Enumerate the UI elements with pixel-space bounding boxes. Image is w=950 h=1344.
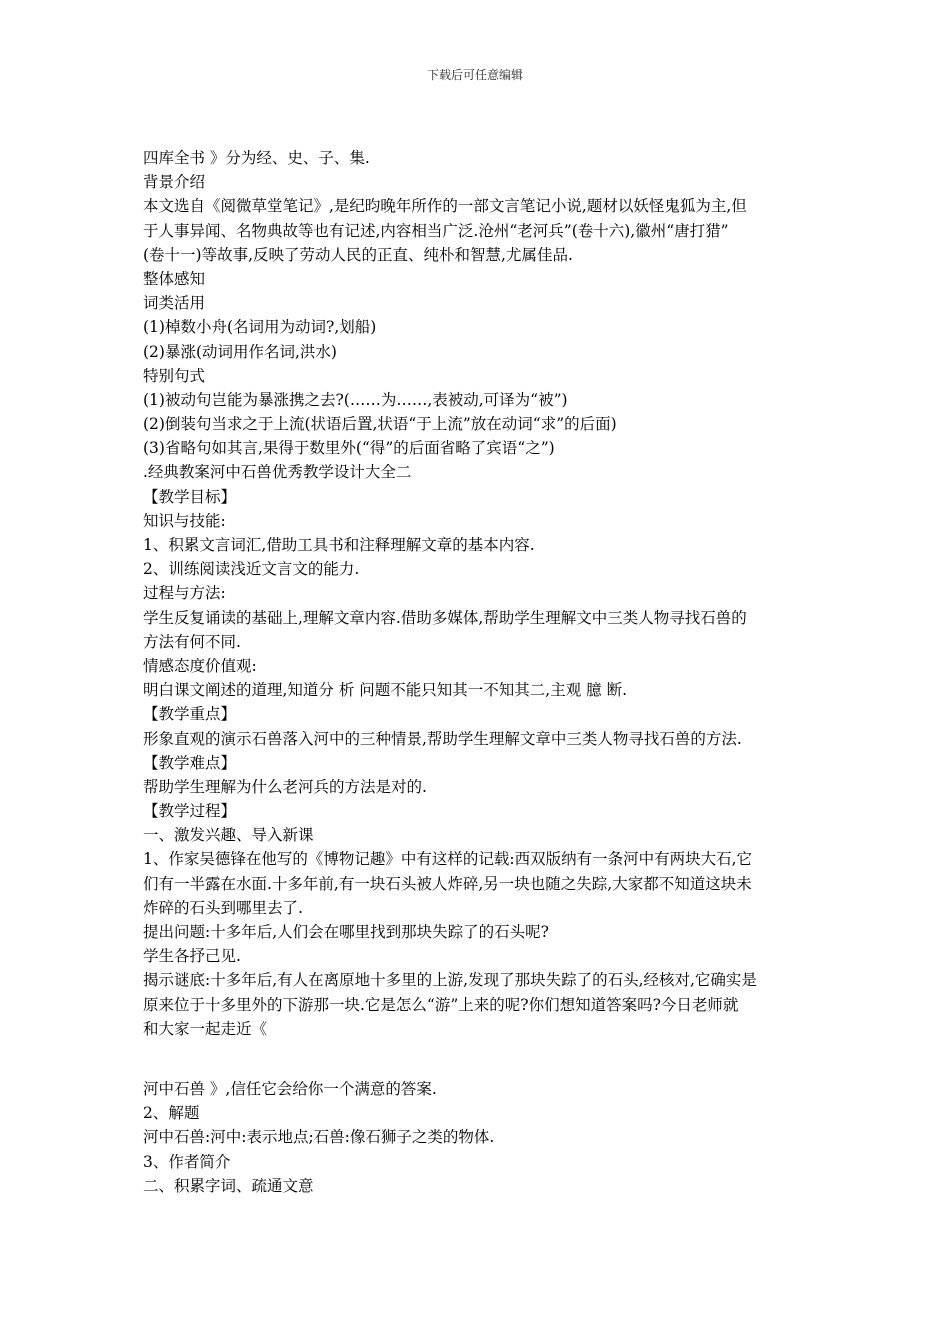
text-line: 明白课文阐述的道理,知道分 析 问题不能只知其一不知其二,主观 臆 断. — [143, 681, 627, 700]
text-line: (1)被动句岂能为暴涨携之去?(……为……,表被动,可译为“被”) — [143, 390, 568, 409]
text-line: 炸碎的石头到哪里去了. — [143, 898, 303, 917]
text-line: 和大家一起走近《 — [143, 1019, 268, 1038]
section-heading: 【教学重点】 — [143, 705, 237, 724]
text-line: 2、训练阅读浅近文言文的能力. — [143, 560, 360, 579]
section-heading: 【教学目标】 — [143, 487, 237, 506]
text-line: 们有一半露在水面.十多年前,有一块石头被人炸碎,另一块也随之失踪,大家都不知道这块未 — [143, 874, 752, 893]
text-line: 情感态度价值观: — [143, 656, 257, 675]
text-line: 二、积累字词、疏通文意 — [143, 1176, 314, 1195]
text-line: 形象直观的演示石兽落入河中的三种情景,帮助学生理解文章中三类人物寻找石兽的方法. — [143, 729, 742, 748]
text-line: (2)倒装句当求之于上流(状语后置,状语“于上流”放在动词“求”的后面) — [143, 415, 617, 434]
text-line: 河中石兽 》,信任它会给你一个满意的答案. — [143, 1079, 437, 1098]
section-heading: .经典教案河中石兽优秀教学设计大全二 — [143, 463, 412, 482]
section-heading: 整体感知 — [143, 269, 206, 288]
text-line: 学生各抒己见. — [143, 947, 241, 966]
text-line: 3、作者简介 — [143, 1152, 231, 1171]
text-line: 原来位于十多里外的下游那一块.它是怎么“游”上来的呢?你们想知道答案吗?今日老师就 — [143, 995, 739, 1014]
text-line: 1、作家吴德锋在他写的《博物记趣》中有这样的记载:西双版纳有一条河中有两块大石,它 — [143, 850, 753, 869]
page-break-gap — [143, 1041, 813, 1077]
section-heading: 词类活用 — [143, 294, 206, 313]
text-line: 揭示谜底:十多年后,有人在离原地十多里的上游,发现了那块失踪了的石头,经核对,它确实是 — [143, 971, 757, 990]
text-line: 一、激发兴趣、导入新课 — [143, 826, 314, 845]
text-line: 帮助学生理解为什么老河兵的方法是对的. — [143, 777, 427, 796]
section-heading: 【教学过程】 — [143, 802, 237, 821]
section-heading: 背景介绍 — [143, 173, 206, 192]
text-line: 1、积累文言词汇,借助工具书和注释理解文章的基本内容. — [143, 536, 535, 554]
section-heading: 特别句式 — [143, 366, 206, 385]
text-line: 提出问题:十多年后,人们会在哪里找到那块失踪了的石头呢? — [143, 923, 549, 941]
text-line: (3)省略句如其言,果得于数里外(“得”的后面省略了宾语“之”) — [143, 439, 555, 458]
text-line: 知识与技能: — [143, 511, 226, 530]
text-line: 过程与方法: — [143, 584, 226, 603]
text-line: (2)暴涨(动词用作名词,洪水) — [143, 342, 337, 361]
section-heading: 【教学难点】 — [143, 753, 237, 772]
text-line: 于人事异闻、名物典故等也有记述,内容相当广泛.沧州“老河兵”(卷十六),徽州“唐打猎” — [143, 221, 729, 240]
page-header: 下载后可任意编辑 — [426, 68, 523, 82]
document-body — [143, 146, 813, 1198]
text-line: 方法有何不同. — [143, 632, 241, 651]
text-line: (1)棹数小舟(名词用为动词?,划船) — [143, 318, 377, 337]
text-line: 河中石兽:河中:表示地点;石兽:像石狮子之类的物体. — [143, 1128, 495, 1147]
text-line: 四库全书 》分为经、史、子、集. — [143, 149, 370, 167]
text-line: 学生反复诵读的基础上,理解文章内容.借助多媒体,帮助学生理解文中三类人物寻找石兽的 — [143, 608, 747, 627]
text-line: (卷十一)等故事,反映了劳动人民的正直、纯朴和智慧,尤属佳品. — [143, 245, 573, 264]
text-line: 2、解题 — [143, 1104, 200, 1123]
text-line: 本文选自《阅微草堂笔记》,是纪昀晚年所作的一部文言笔记小说,题材以妖怪鬼狐为主,但 — [143, 197, 747, 216]
